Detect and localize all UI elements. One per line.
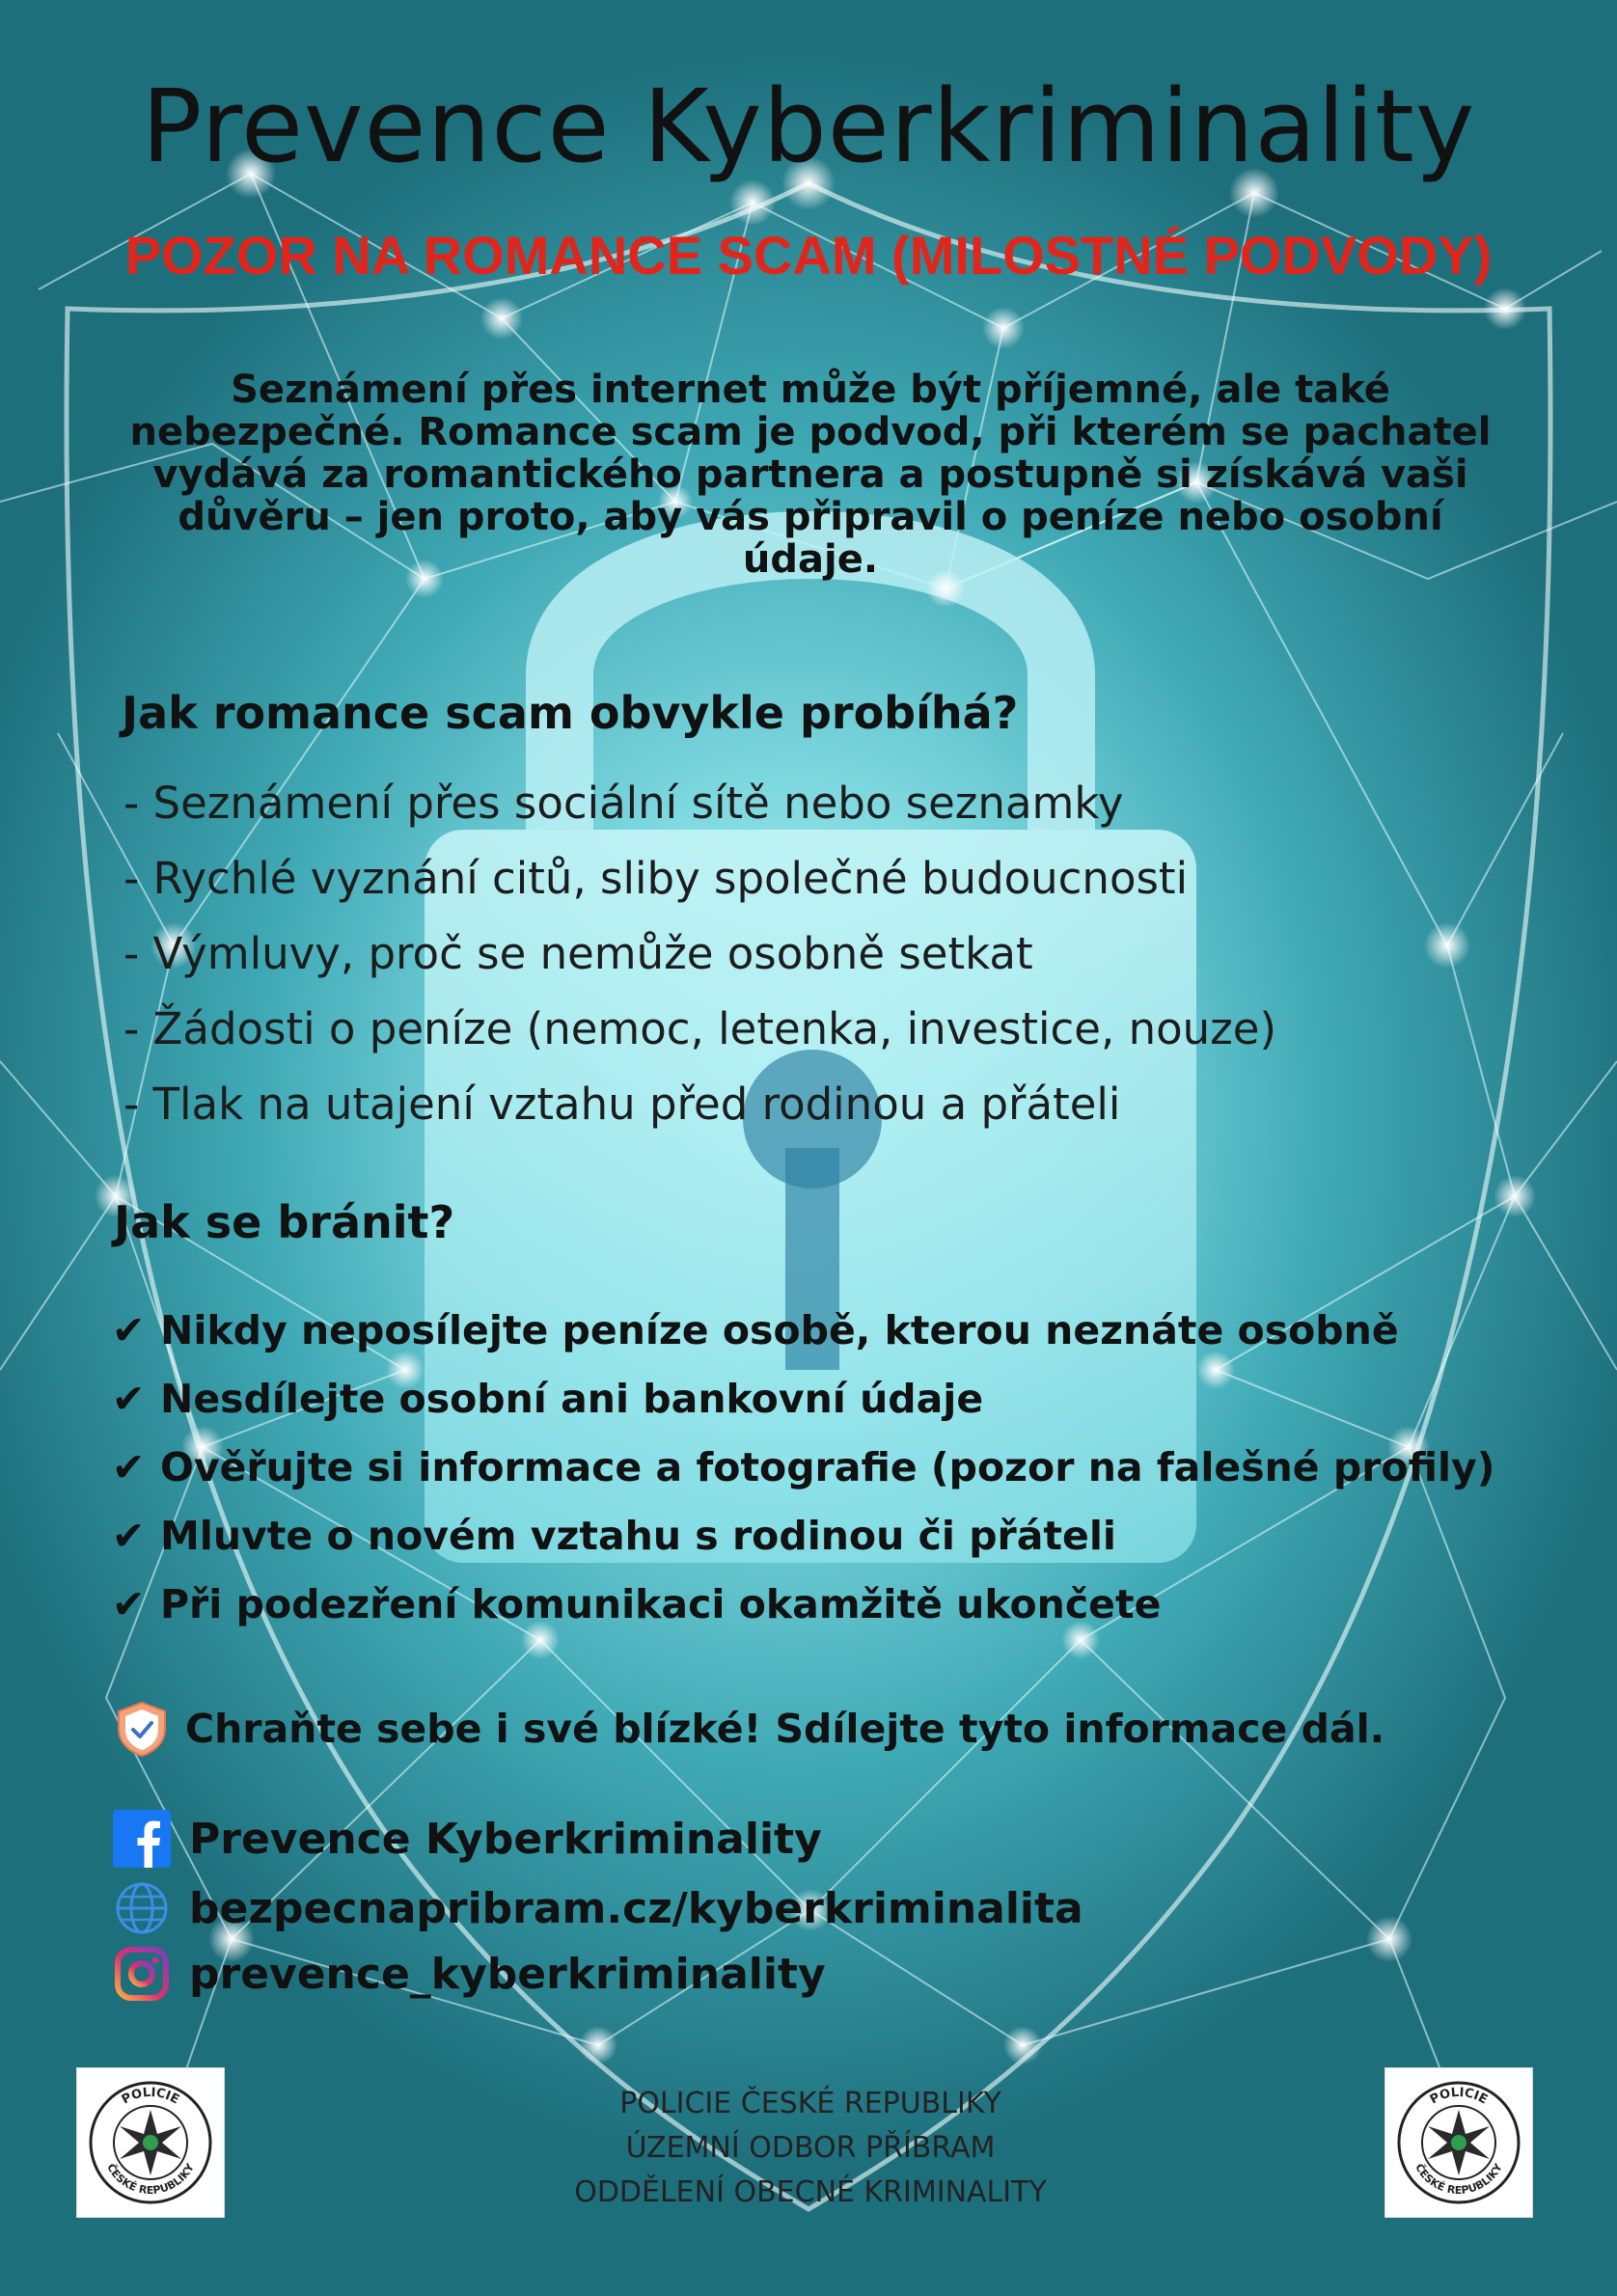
contact-website-text: bezpecnapribram.cz/kyberkriminalita [189, 1883, 1083, 1933]
list-item-text: Nesdílejte osobní ani bankovní údaje [160, 1376, 984, 1422]
svg-text:POLICIE: POLICIE [119, 2085, 182, 2108]
svg-text:POLICIE: POLICIE [1427, 2085, 1491, 2108]
intro-line: údaje. [742, 537, 879, 582]
contact-facebook-text: Prevence Kyberkriminality [189, 1814, 822, 1864]
share-callout [112, 1700, 1384, 1758]
contact-website[interactable] [110, 1877, 1083, 1939]
footer-line: POLICIE ČESKÉ REPUBLIKY [619, 2087, 1001, 2120]
list-item [112, 1437, 1495, 1506]
list-item: - Seznámení přes sociální sítě nebo seznamky [123, 778, 1124, 829]
list-item-text: Ověřujte si informace a fotografie (pozor na falešné profily) [160, 1444, 1495, 1490]
poster-subtitle: POZOR NA ROMANCE SCAM (MILOSTNÉ PODVODY) [124, 225, 1493, 286]
check-icon: ✔ [112, 1513, 146, 1559]
intro-line: Seznámení přes internet může být příjemné, ale také [231, 368, 1390, 412]
share-callout-text: Chraňte sebe i své blízké! Sdílejte tyto informace dál. [185, 1706, 1385, 1752]
contact-instagram[interactable] [110, 1943, 826, 2005]
instagram-icon [110, 1944, 174, 2004]
list-item-text: Mluvte o novém vztahu s rodinou či přáteli [160, 1513, 1116, 1559]
check-icon: ✔ [112, 1581, 146, 1627]
check-icon: ✔ [112, 1376, 146, 1422]
contact-instagram-text: prevence_kyberkriminality [189, 1949, 826, 1999]
footer-line: ODDĚLENÍ OBECNÉ KRIMINALITY [574, 2175, 1047, 2209]
defense-heading: Jak se bránit? [114, 1196, 455, 1248]
footer-line: ÚZEMNÍ ODBOR PŘÍBRAM [625, 2131, 996, 2165]
list-item [112, 1369, 1495, 1437]
defense-list [112, 1300, 1495, 1643]
svg-text:ČESKÉ REPUBLIKY: ČESKÉ REPUBLIKY [1412, 2161, 1505, 2198]
poster-title: Prevence Kyberkriminality [141, 68, 1476, 185]
intro-line: důvěru – jen proto, aby vás připravil o peníze nebo osobní [178, 495, 1443, 539]
list-item-text: Při podezření komunikaci okamžitě ukončete [160, 1581, 1162, 1627]
list-item: - Výmluvy, proč se nemůže osobně setkat [123, 928, 1033, 979]
globe-icon [110, 1878, 174, 1938]
list-item: - Žádosti o peníze (nemoc, letenka, investice, nouze) [123, 1003, 1277, 1054]
list-item [112, 1506, 1495, 1574]
shield-check-icon [112, 1699, 172, 1759]
check-icon: ✔ [112, 1307, 146, 1353]
intro-paragraph [87, 369, 1534, 581]
facebook-icon [110, 1809, 174, 1869]
process-heading: Jak romance scam obvykle probíhá? [122, 687, 1019, 739]
police-seal-left [77, 2068, 224, 2217]
footer-organization [482, 2082, 1138, 2215]
list-item [112, 1574, 1495, 1643]
intro-line: vydává za romantického partnera a postupně si získává vaši [152, 452, 1468, 497]
check-icon: ✔ [112, 1444, 146, 1490]
list-item [112, 1300, 1495, 1369]
process-list [123, 772, 1276, 1148]
contact-facebook[interactable] [110, 1808, 822, 1870]
list-item: - Rychlé vyznání citů, sliby společné budoucnosti [123, 853, 1189, 904]
intro-line: nebezpečné. Romance scam je podvod, při kterém se pachatel [129, 410, 1492, 454]
list-item-text: Nikdy neposílejte peníze osobě, kterou neznáte osobně [160, 1307, 1399, 1353]
list-item: - Tlak na utajení vztahu před rodinou a přáteli [123, 1079, 1121, 1130]
svg-text:ČESKÉ REPUBLIKY: ČESKÉ REPUBLIKY [104, 2161, 197, 2198]
police-seal-right [1385, 2068, 1532, 2217]
